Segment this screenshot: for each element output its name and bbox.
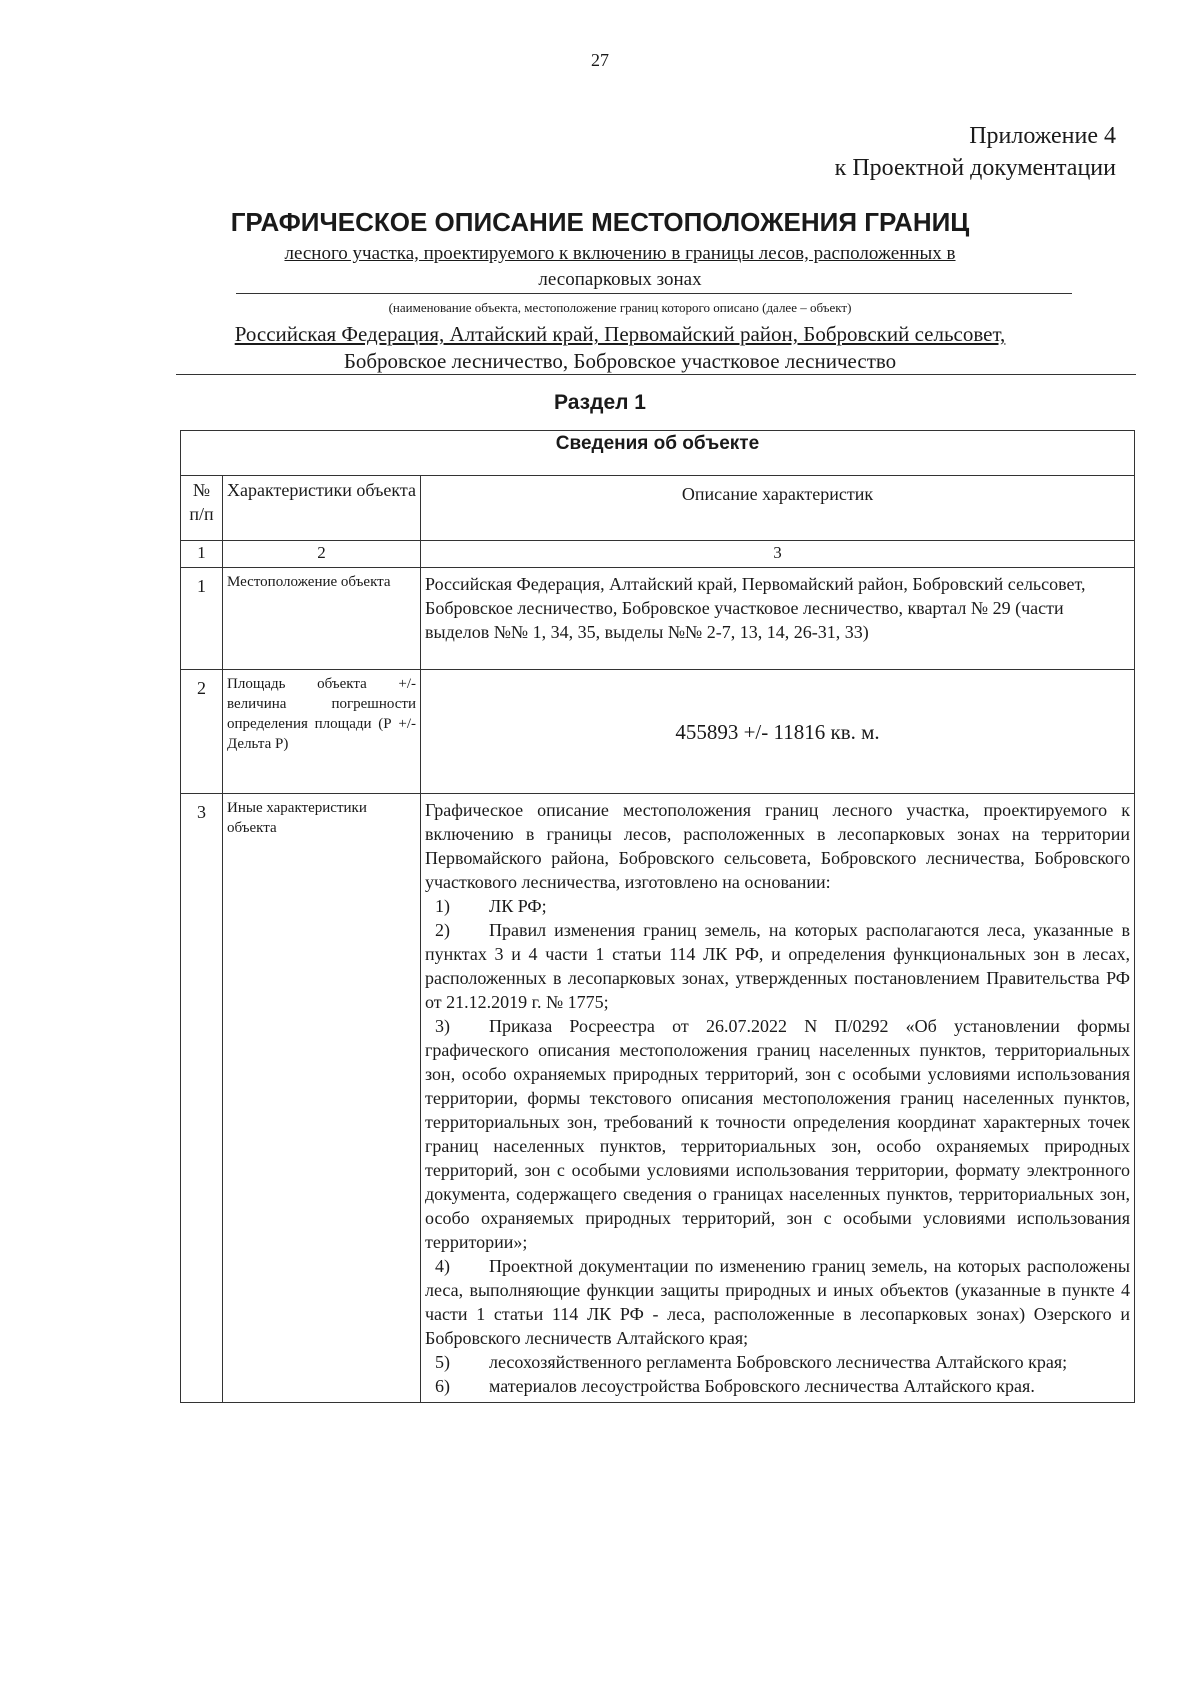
- item-text: лесохозяйственного регламента Бобровского лесничества Алтайского края;: [489, 1352, 1068, 1372]
- row-description: Российская Федерация, Алтайский край, Первомайский район, Бобровский сельсовет, Бобровское лесничество, Бобровское участковое лесничество, квартал № 29 (части выделов №№ 1, 34, 35, выделы №№ 2-7, 13, 14, 26-31, 33): [421, 568, 1135, 670]
- header-characteristic: Характеристики объекта: [223, 476, 421, 541]
- item-text: Правил изменения границ земель, на которых располагаются леса, указанные в пунктах 3 и 4 части 1 статьи 114 ЛК РФ, и определения функциональных зон в лесах, расположенных в лесопарковых зонах, утвержденных постановлением Правительства РФ от 21.12.2019 г. № 1775;: [425, 920, 1130, 1012]
- item-number: 4): [435, 1256, 450, 1276]
- row-description: [421, 794, 1135, 1403]
- document-title: ГРАФИЧЕСКОЕ ОПИСАНИЕ МЕСТОПОЛОЖЕНИЯ ГРАНИЦ: [230, 207, 970, 237]
- item-number: 3): [435, 1016, 450, 1036]
- table-row: [181, 670, 1135, 794]
- table-heading: Сведения об объекте: [181, 431, 1135, 476]
- column-number-row: [181, 541, 1135, 568]
- location-underline: [176, 374, 1136, 375]
- appendix-line-1: Приложение 4: [969, 123, 1116, 149]
- table-heading-row: [181, 431, 1135, 476]
- row-number: 3: [181, 794, 223, 1403]
- item-text: Проектной документации по изменению границ земель, на которых расположены леса, выполняющие функции защиты природных и иных объектов (указанные в пункте 4 части 1 статьи 114 ЛК РФ - леса, расположенные в лесопарковых зонах) Озерского и Бобровского лесничеств Алтайского края;: [425, 1256, 1130, 1348]
- column-number-3: 3: [421, 541, 1135, 568]
- location-line-1: Российская Федерация, Алтайский край, Первомайский район, Бобровский сельсовет,: [234, 322, 1006, 346]
- item-text: ЛК РФ;: [489, 896, 547, 916]
- header-number: № п/п: [181, 476, 223, 541]
- basis-intro: Графическое описание местоположения границ лесного участка, проектируемого к включению в границы лесов, расположенных в лесопарковых зонах на территории Первомайского района, Бобровского сельсовета, Бобровского лесничества, Бобровского участкового лесничества, изготовлено на основании:: [425, 800, 1130, 892]
- item-number: 5): [435, 1352, 450, 1372]
- row-characteristic: Площадь объекта +/- величина погрешности определения площади (Р +/- Дельта Р): [223, 670, 421, 794]
- area-value: 455893 +/- 11816 кв. м.: [421, 670, 1135, 794]
- section-heading: Раздел 1: [554, 391, 646, 414]
- item-number: 6): [435, 1376, 450, 1396]
- location-line-2: Бобровское лесничество, Бобровское участковое лесничество: [343, 349, 897, 373]
- row-characteristic: Местоположение объекта: [223, 568, 421, 670]
- object-name-underline: [236, 293, 1072, 294]
- appendix-reference: [835, 120, 1116, 184]
- item-text: Приказа Росреестра от 26.07.2022 N П/0292 «Об установлении формы графического описания местоположения границ населенных пунктов, территориальных зон, особо охраняемых природных территорий, зон с особыми условиями использования территории, формы текстового описания местоположения границ населенных пунктов, территориальных зон, требований к точности определения координат характерных точек границ населенных пунктов, территориальных зон, особо охраняемых природных территорий, зон с особыми условиями использования территории, формату электронного документа, содержащего сведения о границах населенных пунктов, территориальных зон, особо охраняемых природных территорий, зон с особыми условиями использования территории»;: [425, 1016, 1130, 1252]
- table-row: [181, 794, 1135, 1403]
- item-text: материалов лесоустройства Бобровского лесничества Алтайского края.: [489, 1376, 1035, 1396]
- basis-item-3: [425, 1014, 1130, 1254]
- column-number-2: 2: [223, 541, 421, 568]
- object-name-line-2: лесопарковых зонах: [538, 269, 702, 290]
- object-name-caption: (наименование объекта, местоположение границ которого описано (далее – объект): [388, 300, 852, 315]
- row-characteristic: Иные характеристики объекта: [223, 794, 421, 1403]
- header-description: Описание характеристик: [421, 476, 1135, 541]
- object-info-table: [180, 430, 1135, 1403]
- column-number-1: 1: [181, 541, 223, 568]
- appendix-line-2: к Проектной документации: [834, 155, 1116, 181]
- page-number: 27: [591, 50, 609, 70]
- basis-item-5: [425, 1350, 1130, 1374]
- basis-item-2: [425, 918, 1130, 1014]
- table-header-row: [181, 476, 1135, 541]
- basis-item-6: [425, 1374, 1130, 1398]
- table-row: [181, 568, 1135, 670]
- basis-item-1: [425, 894, 1130, 918]
- row-number: 1: [181, 568, 223, 670]
- item-number: 1): [435, 896, 450, 916]
- basis-item-4: [425, 1254, 1130, 1350]
- object-name-line-1: лесного участка, проектируемого к включению в границы лесов, расположенных в: [284, 243, 956, 264]
- row-number: 2: [181, 670, 223, 794]
- item-number: 2): [435, 920, 450, 940]
